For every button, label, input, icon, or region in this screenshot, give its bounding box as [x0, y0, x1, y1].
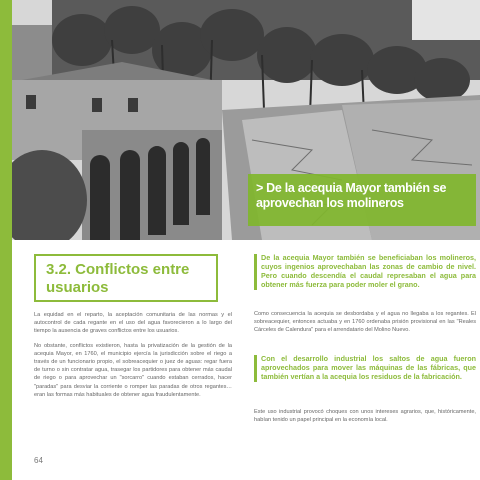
photo-caption: > De la acequia Mayor también se aprovechan los molineros: [256, 181, 447, 210]
page-number: 64: [34, 456, 43, 465]
section-heading: 3.2. Conflictos entre usuarios: [46, 261, 190, 296]
left-accent-bar: [0, 0, 12, 480]
section-heading-box: [34, 254, 218, 302]
right-paragraph-1: Como consecuencia la acequia se desbordaba y el agua no llegaba a los regantes. El sobreacequier, entonces actuaba y en 1760 ordenaba prisión provisional en las "Reales Cárceles de Calendura" para el arrendatario del Molino Nuevo.: [254, 311, 476, 333]
callout-industrial-text: Con el desarrollo industrial los saltos de agua fueron aprovechados para mover las máquinas de las fábricas, que también vertían a la acequia los residuos de la fabricación.: [261, 354, 476, 381]
callout-molineros: [254, 254, 476, 290]
photo-caption-box: [248, 174, 476, 226]
left-paragraph-1: La equidad en el reparto, la aceptación comunitaria de las normas y el autocontrol de cada regante en el uso del agua favorecieron a lo largo del tiempo la ausencia de graves conflictos entre los usuarios.: [34, 312, 232, 335]
callout-industrial: [254, 355, 476, 382]
left-paragraph-2: No obstante, conflictos existieron, hasta la privatización de la gestión de la acequia Mayor, en 1760, el municipio ejercía la jurisdicción sobre el riego a través de un funcionario propio, el sobreacequier o juez de aguas: regar fuera de turno o sin contratar agua, trasegar los partidores para obtener más caudal de riego o para aprovechar un "sorcarro" cuando estaban cerrados, hacer "paradas" para desviar la corriente o romper las paradas de otros regantes… eran las formas más habituales de obtener agua fraudulentamente.: [34, 342, 232, 398]
callout-molineros-text: De la acequia Mayor también se beneficiaban los molineros, cuyos ingenios aprovechaban las zonas de cambio de nivel. Pero cuando descendía el caudal represaban el agua para obtener más fuerza para poder moler el grano.: [261, 253, 476, 289]
left-column: [34, 311, 232, 405]
right-paragraph-2: Este uso industrial provocó choques con unos intereses agrarios, que, históricamente, habían tenido un papel principal en la economía local.: [254, 409, 476, 423]
